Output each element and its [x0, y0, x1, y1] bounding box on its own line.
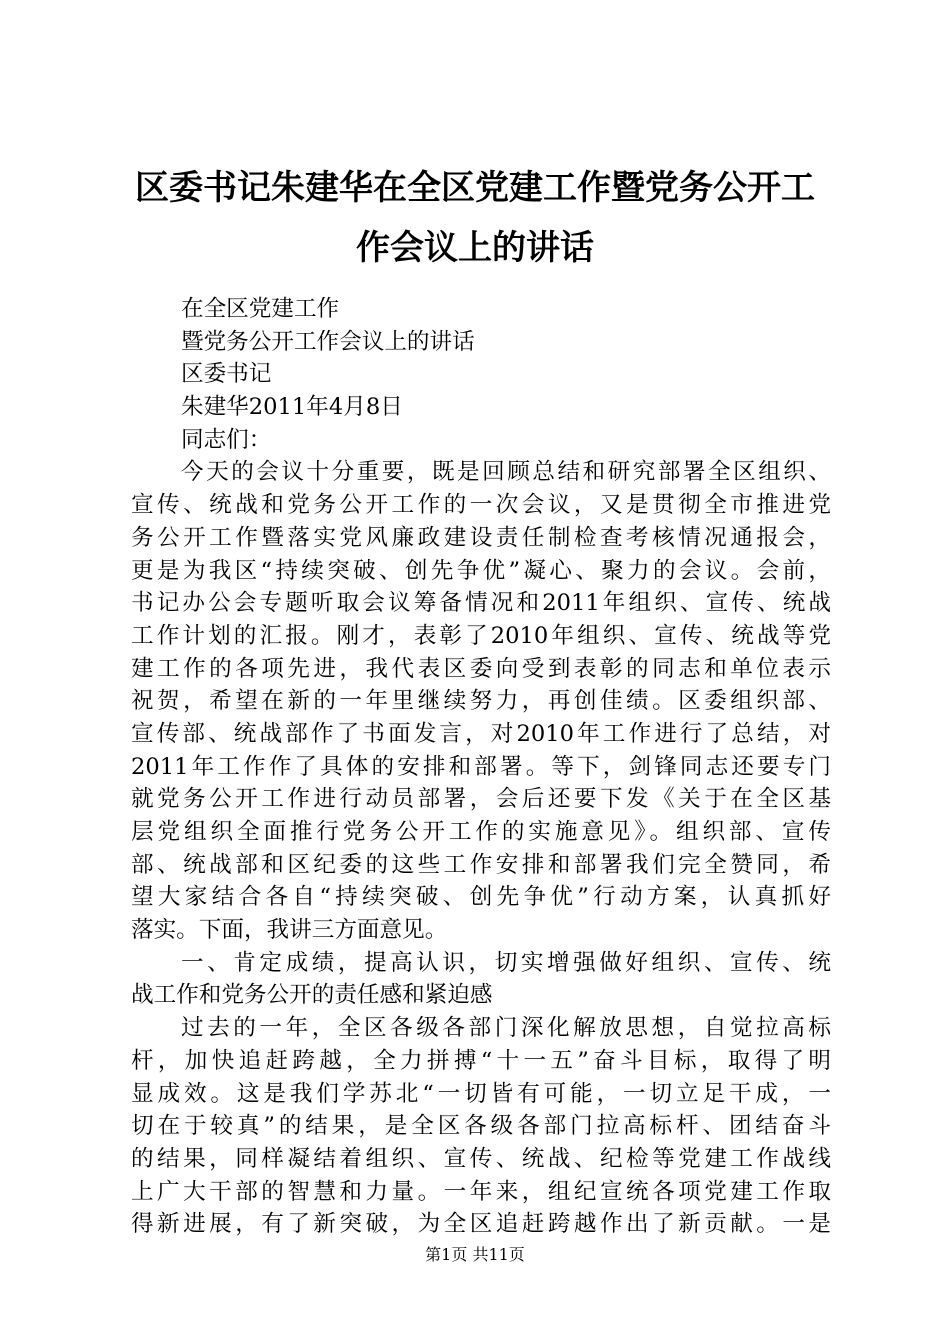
paragraph-line: 显成效。这是我们学苏北“一切皆有可能，一切立足干成，一: [131, 1080, 831, 1107]
paragraph-line: 宣传部、统战部作了书面发言，对2010年工作进行了总结，对: [131, 720, 831, 747]
paragraph-line: 杆，加快追赶跨越，全力拼搏“十一五”奋斗目标，取得了明: [131, 1047, 831, 1074]
paragraph-line: 今天的会议十分重要，既是回顾总结和研究部署全区组织、: [181, 459, 831, 486]
paragraph-line: 上广大干部的智慧和力量。一年来，组纪宣统各项党建工作取: [131, 1178, 831, 1205]
paragraph-line: 2011年工作作了具体的安排和部署。等下，剑锋同志还要专门: [131, 753, 831, 780]
paragraph-line: 望大家结合各自“持续突破、创先争优”行动方案，认真抓好: [131, 884, 831, 911]
salutation: 同志们：: [181, 426, 272, 453]
paragraph-line: 建工作的各项先进，我代表区委向受到表彰的同志和单位表示: [131, 655, 831, 682]
page-footer: 第1页 共11页: [425, 1245, 525, 1264]
paragraph-line: 的结果，同样凝结着组织、宣传、统战、纪检等党建工作战线: [131, 1145, 831, 1172]
paragraph-line: 更是为我区“持续突破、创先争优”凝心、聚力的会议。会前，: [131, 557, 831, 584]
paragraph-line: 部、统战部和区纪委的这些工作安排和部署我们完全赞同，希: [131, 851, 831, 878]
paragraph-line: 切在于较真”的结果，是全区各级各部门拉高标杆、团结奋斗: [131, 1113, 831, 1140]
paragraph-line: 过去的一年，全区各级各部门深化解放思想，自觉拉高标: [181, 1015, 831, 1042]
title-line-2: 作会议上的讲话: [356, 228, 594, 268]
title-line-1: 区委书记朱建华在全区党建工作暨党务公开工: [135, 168, 815, 208]
header-line: 区委书记: [181, 361, 272, 388]
paragraph-line: 层党组织全面推行党务公开工作的实施意见》。组织部、宣传: [131, 819, 831, 845]
section-heading-line: 战工作和党务公开的责任感和紧迫感: [131, 982, 493, 1009]
header-line: 暨党务公开工作会议上的讲话: [181, 328, 475, 355]
section-heading-line: 一、肯定成绩，提高认识，切实增强做好组织、宣传、统: [181, 949, 831, 976]
paragraph-line: 书记办公会专题听取会议筹备情况和2011年组织、宣传、统战: [131, 590, 831, 617]
paragraph-line: 得新进展，有了新突破，为全区追赶跨越作出了新贡献。一是: [131, 1211, 831, 1238]
document-title: [40, 158, 910, 278]
paragraph-line: 务公开工作暨落实党风廉政建设责任制检查考核情况通报会，: [131, 524, 831, 551]
paragraph-line: 落实。下面，我讲三方面意见。: [131, 917, 448, 944]
header-line: 朱建华2011年4月8日: [181, 394, 403, 421]
header-line: 在全区党建工作: [181, 296, 340, 322]
paragraph-line: 祝贺，希望在新的一年里继续努力，再创佳绩。区委组织部、: [131, 688, 831, 715]
paragraph-line: 就党务公开工作进行动员部署，会后还要下发《关于在全区基: [131, 786, 831, 813]
document-body: [131, 293, 831, 1241]
paragraph-line: 工作计划的汇报。刚才，表彰了2010年组织、宣传、统战等党: [131, 622, 831, 649]
paragraph-line: 宣传、统战和党务公开工作的一次会议，又是贯彻全市推进党: [131, 492, 831, 519]
